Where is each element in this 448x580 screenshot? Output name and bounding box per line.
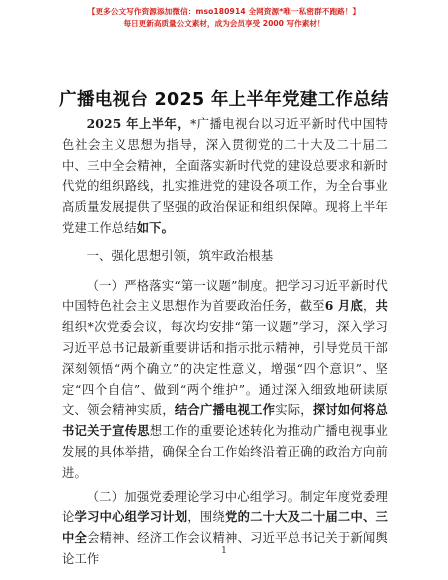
item-1-part-5: 组织*次党委会议，每次均安排“第一议题”学习，深入学习习近平总书记最新重要讲话和指示批示精神，引导党员干部深刻领悟“两个确立”的决定性意义，增强“四个意识”、坚定“四个自信”、做到“两个维护”。通过深入细致地研读原文、领会精神实质， xyxy=(62,320,388,418)
section-1-item-2 xyxy=(62,487,388,570)
item-1-part-2: 6 月底 xyxy=(324,298,364,314)
item-2-part-5: 会精神、经济工作会议精神、习近平总书记关于新闻舆论工作 xyxy=(62,531,388,566)
item-2-part-1: （二）加强党委理论学习中心组学习。制定年度党委理论 xyxy=(62,489,388,525)
intro-lead: 2025 年上半年， xyxy=(86,116,191,131)
item-1-part-3: ， xyxy=(363,299,376,314)
promo-banner-line-2: 每日更新高质量公文素材，成为会员享受 2000 写作素材！ xyxy=(123,19,325,28)
promo-banner-line-1: 【更多公文写作资源添加微信：mso180914 全网资源*唯一私密群不跑路！】 xyxy=(87,7,361,16)
item-1-part-4: 共 xyxy=(375,298,388,314)
item-1-part-8: 探讨如何将总书记关于宣传思 xyxy=(62,402,388,439)
page-number: 1 xyxy=(221,546,227,556)
item-2-part-4: 党的二十大及二十届二中、三中全 xyxy=(62,509,388,546)
document-body xyxy=(62,114,388,573)
document-title: 广播电视台 2025 年上半年党建工作总结 xyxy=(59,90,389,110)
item-1-part-1: （一）严格落实“第一议题”制度。把学习习近平新时代中国特色社会主义思想作为首要政治任务，截至 xyxy=(62,278,388,314)
intro-text: *广播电视台以习近平新时代中国特色社会主义思想为指导，深入贯彻党的二十大及二十届二中、三中全会精神，全面落实新时代党的建设总要求和新时代党的组织路线，扎实推进党的建设各项工作，为全台事业高质量发展提供了坚强的政治保证和组织保障。现将上半年党建工作总结 xyxy=(62,117,388,235)
section-1-item-1 xyxy=(62,276,388,484)
intro-paragraph xyxy=(62,114,388,239)
section-1-heading: 一、强化思想引领，筑牢政治根基 xyxy=(86,248,274,263)
item-2-part-2: 学习中心组学习计划 xyxy=(74,509,188,525)
promo-banner xyxy=(0,6,448,29)
item-1-part-9: 想工作的重要论述转化为推动广播电视事业发展的具体举措，确保全台工作始终沿着正确的政治方向前进。 xyxy=(62,424,388,480)
item-1-part-6: 结合广播电视工作 xyxy=(174,402,276,418)
item-2-part-3: ，围绕 xyxy=(187,510,226,525)
item-1-part-7: 实际， xyxy=(275,403,313,418)
intro-tail: 如下。 xyxy=(136,219,175,235)
